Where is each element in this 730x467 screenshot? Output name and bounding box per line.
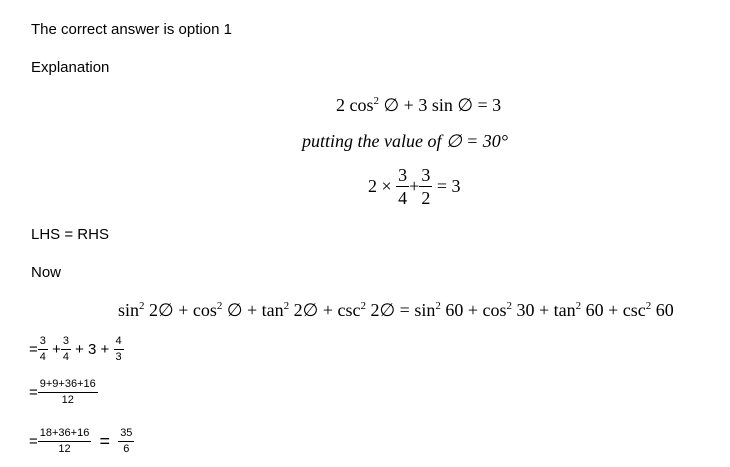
- step1-middle: + 3 +: [75, 341, 110, 358]
- step1-b-num: 3: [61, 336, 71, 350]
- step1-equals: =: [29, 341, 38, 358]
- step3-equals: =: [29, 433, 38, 450]
- eq3-f2-den: 2: [421, 188, 431, 208]
- equation-3: [368, 166, 460, 207]
- step2-num: 9+9+36+16: [38, 379, 98, 393]
- step3-result-num: 35: [118, 428, 134, 442]
- now-label: Now: [31, 264, 62, 281]
- eq3-f2-num: 3: [421, 165, 431, 185]
- eq4-part: 60 + csc: [581, 300, 646, 320]
- step-2: [29, 379, 98, 406]
- step1-c-den: 3: [115, 351, 122, 363]
- step3-result-den: 6: [123, 443, 130, 455]
- answer-line: The correct answer is option 1: [31, 21, 232, 38]
- step3-num: 18+36+16: [38, 428, 92, 442]
- eq4-part: 30 + tan: [512, 300, 576, 320]
- step1-b-den: 4: [62, 351, 69, 363]
- eq4-part: 60: [651, 300, 674, 320]
- eq4-part: 2∅ = sin: [366, 300, 436, 320]
- step-3: [29, 428, 134, 455]
- eq4-part: ∅ + tan: [222, 300, 284, 320]
- equation-1: [336, 95, 501, 116]
- step3-fraction: [38, 428, 92, 455]
- step2-equals: =: [29, 384, 38, 401]
- eq4-exp: 2: [506, 300, 512, 312]
- eq3-plus: +: [409, 176, 420, 196]
- eq1-rest: ∅ + 3 sin ∅ = 3: [379, 95, 502, 115]
- eq1-left: 2 cos: [336, 95, 374, 115]
- step3-result: [118, 428, 134, 455]
- eq4-exp: 2: [360, 300, 366, 312]
- eq3-fraction-1: [396, 166, 409, 207]
- explanation-label: Explanation: [31, 59, 110, 76]
- step1-frac-a: [38, 336, 48, 363]
- eq3-lead: 2 ×: [368, 176, 392, 196]
- eq4-exp: 2: [645, 300, 652, 312]
- eq4-part: 2∅ + cos: [144, 300, 217, 320]
- eq3-f1-num: 3: [398, 165, 408, 185]
- eq4-part: sin: [118, 300, 140, 320]
- eq4-exp: 2: [283, 300, 290, 312]
- eq4-part: 2∅ + csc: [289, 300, 361, 320]
- step1-a-den: 4: [39, 351, 46, 363]
- step-1: [29, 336, 124, 363]
- step3-equals-2: =: [99, 431, 111, 451]
- equation-4: [118, 300, 674, 321]
- equation-2: putting the value of ∅ = 30°: [302, 131, 508, 151]
- eq4-part: 60 + cos: [440, 300, 507, 320]
- step2-fraction: [38, 379, 98, 406]
- step3-den: 12: [58, 443, 71, 455]
- eq1-exponent: 2: [373, 95, 379, 107]
- step1-frac-c: [114, 336, 124, 363]
- eq3-tail: = 3: [436, 176, 461, 196]
- eq3-fraction-2: [419, 166, 432, 207]
- step1-plus: +: [52, 341, 61, 358]
- eq4-exp: 2: [139, 300, 145, 312]
- eq4-exp: 2: [435, 300, 441, 312]
- step2-den: 12: [61, 394, 74, 406]
- step1-frac-b: [61, 336, 71, 363]
- eq4-exp: 2: [575, 300, 582, 312]
- eq4-exp: 2: [216, 300, 223, 312]
- step1-a-num: 3: [38, 336, 48, 350]
- eq3-f1-den: 4: [398, 188, 408, 208]
- lhs-rhs-line: LHS = RHS: [31, 226, 109, 243]
- step1-c-num: 4: [114, 336, 124, 350]
